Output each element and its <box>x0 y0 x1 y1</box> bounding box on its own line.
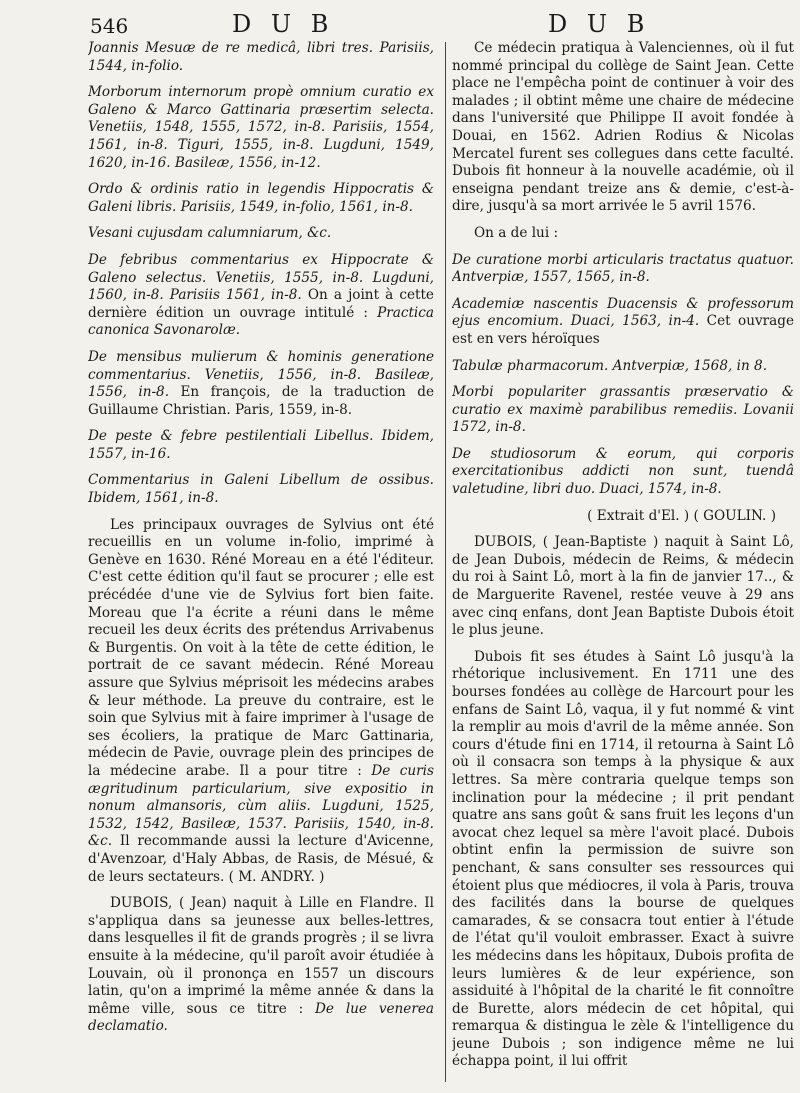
reference-title: Practica canonica Savonarolæ. <box>88 304 434 339</box>
reference-note: On a joint à cette dernière édition un ouvrage intitulé : <box>88 287 434 321</box>
reference-entry: Vesani cujusdam calumniarum, &c. <box>88 225 332 242</box>
author-signature: ( M. ANDRY. ) <box>228 868 325 885</box>
reference-entry: De studiosorum & eorum, qui corporis exercitationibus addicti non sunt, tuendâ valetudine, libri duo. Duaci, 1574, in-8. <box>452 445 794 498</box>
paragraph-text: Les principaux ouvrages de Sylvius ont été recueillis en un volume in-folio, imprimé à Genève en 1630. Réné Moreau en a été l'éditeur. C'est cette édition qu'il faut se procurer ; elle est précédée d'une vie de Sylvius fort bien faite. Moreau que l'a écrite a réuni dans le même recueil les deux écrits des prétendus Arrivabenus & Burgentis. On voit à la tête de cette édition, le portrait de ce savant médecin. Réné Moreau assure que Sylvius méprisoit les médecins arabes & leur méthode. La preuve du contraire, est le soin que Sylvius mit à faire imprimer à l'usage de ses écoliers, la pratique de Marc Gattinaria, médecin de Pavie, ouvrage plein des principes de la médecine arabe. Il a pour titre : <box>88 516 434 779</box>
author-signature: ( Extrait d'El. ) ( GOULIN. ) <box>587 507 776 524</box>
paragraph-title: De lue venerea declamatio. <box>88 1000 434 1035</box>
reference-entry-mensibus <box>88 349 434 419</box>
reference-entry: Morborum internorum propè omnium curatio ex Galeno & Marco Gattinaria præsertim selecta. Venetiis, 1548, 1555, 1572, in-8. Parisiis, 1554, 1561, in-8. Tiguri, 1555, in-8. Lugduni, 1549, 1620, in-16. Basileæ, 1556, in-12. <box>88 84 434 171</box>
reference-entry: De peste & febre pestilentiali Libellus. Ibidem, 1557, in-16. <box>88 428 434 462</box>
reference-entry: Ordo & ordinis ratio in legendis Hippocratis & Galeni libris. Parisiis, 1549, in-folio, 1561, in-8. <box>88 181 434 215</box>
running-head-left: D U B <box>232 10 335 38</box>
sylvius-paragraph <box>88 517 434 886</box>
dubois-jean-baptiste-body: Dubois fit ses études à Saint Lô jusqu'à la rhétorique inclusivement. En 1711 une des bourses fondées au collège de Harcourt pour les enfans de Saint Lô, vaqua, il y fut nommé & vint la remplir au mois d'avril de la même année. Son cours d'étude fini en 1714, il retourna à Saint Lô où il consacra son temps à la physique & aux lettres. Sa mère contraria quelque temps son inclination pour la médecine ; il prit pendant quatre ans sans goût & sans fruit les leçons d'un avocat chez lequel sa mère l'avoit placé. Dubois obtint enfin la permission de suivre son penchant, & sans consulter ses ressources qui étoient plus que médiocres, il vola à Paris, trouva des facilités dans la bourse de quelques camarades, & se consacra tout entier à l'étude de l'état qu'il vouloit embrasser. Exact à suivre les médecins dans les hôpitaux, Dubois profita de leurs lumières & de leur expérience, son assiduité à l'hôpital de la charité le fit connoître de Burette, alors médecin de cet hôpital, qui remarqua & distingua le zèle & l'intelligence du jeune Dubois ; son indigence même ne lui échappa point, il lui offrit <box>452 648 794 1070</box>
page-number: 546 <box>90 14 129 38</box>
running-head-right: D U B <box>548 10 651 38</box>
page-header <box>0 0 800 44</box>
left-column <box>88 40 434 1087</box>
on-a-de-lui: On a de lui : <box>474 224 559 241</box>
column-divider <box>445 42 446 1082</box>
reference-entry: Tabulæ pharmacorum. Antverpiæ, 1568, in 8. <box>452 357 768 374</box>
reference-note: Cet ouvrage est en vers héroïques <box>452 313 794 347</box>
reference-title: De febribus commentarius ex Hippocrate & Galeno selectus. Venetiis, 1555, in-8. Lugduni, 1560, in-8. Parisiis 1561, in-8. <box>88 251 434 304</box>
reference-entry: Morbi populariter grassantis præservatio & curatio ex maximè parabilibus remediis. Lovanii 1572, in-8. <box>452 384 794 436</box>
reference-title: De mensibus mulierum & hominis generatione commentarius. Venetiis, 1556, in-8. Basileæ, 1556, in-8. <box>88 348 434 401</box>
dubois-jean-baptiste-entry: DUBOIS, ( Jean-Baptiste ) naquit à Saint Lô, de Jean Dubois, médecin de Reims, & médecin du roi à Saint Lô, mort à la fin de janvier 17.., & de Marguerite Ravenel, restée veuve à 29 ans avec cinq enfans, dont Jean Baptiste Dubois étoit le plus jeune. <box>452 534 794 639</box>
dubois-jean-continued: Ce médecin pratiqua à Valenciennes, où il fut nommé principal du collège de Saint Jean. Cette place ne l'empêcha point de continuer à voir des malades ; il obtint même une chaire de médecine dans l'université que Philippe II avoit fondée à Douai, en 1562. Adrien Rodius & Nicolas Mercatel furent ses collegues dans cette faculté. Dubois fit honneur à la nouvelle académie, où il enseigna pendant treize ans & demie, c'est-à-dire, jusqu'à sa mort arrivée le 5 avril 1576. <box>452 40 794 215</box>
dubois-jean-entry <box>88 895 434 1036</box>
reference-title: Academiæ nascentis Duacensis & professorum ejus encomium. Duaci, 1563, in-4. <box>452 295 794 330</box>
reference-entry: Commentarius in Galeni Libellum de ossibus. Ibidem, 1561, in-8. <box>88 472 434 507</box>
paragraph-text: Il recommande aussi la lecture d'Avicenne, d'Avenzoar, d'Haly Abbas, de Rasis, de Mésué, & de leurs sectateurs. <box>88 833 434 885</box>
right-column <box>452 40 794 1087</box>
paragraph-text: DUBOIS, ( Jean) naquit à Lille en Flandre. Il s'appliqua dans sa jeunesse aux belles-lettres, dans lesquelles il fit de grands progrès ; il se livra ensuite à la médecine, qu'il paroît avoir étudiée à Louvain, où il prononça en 1557 un discours latin, qu'on a imprimé la même année & dans la même ville, sous ce titre : <box>88 895 434 1017</box>
reference-entry: Joannis Mesuæ de re medicâ, libri tres. Parisiis, 1544, in-folio. <box>88 40 434 74</box>
paragraph-title: De curis ægritudinum particularium, sive expositio in nonum almansoris, cùm aliis. Lugduni, 1525, 1532, 1542, Basileæ, 1537. Parisiis, 1540, in-8. &c. <box>88 762 434 850</box>
reference-entry-febribus <box>88 252 434 340</box>
reference-note: En françois, de la traduction de Guillaume Christian. Paris, 1559, in-8. <box>88 384 434 418</box>
reference-entry-academiae <box>452 296 794 349</box>
reference-entry: De curatione morbi articularis tractatus quatuor. Antverpiæ, 1557, 1565, in-8. <box>452 251 794 286</box>
